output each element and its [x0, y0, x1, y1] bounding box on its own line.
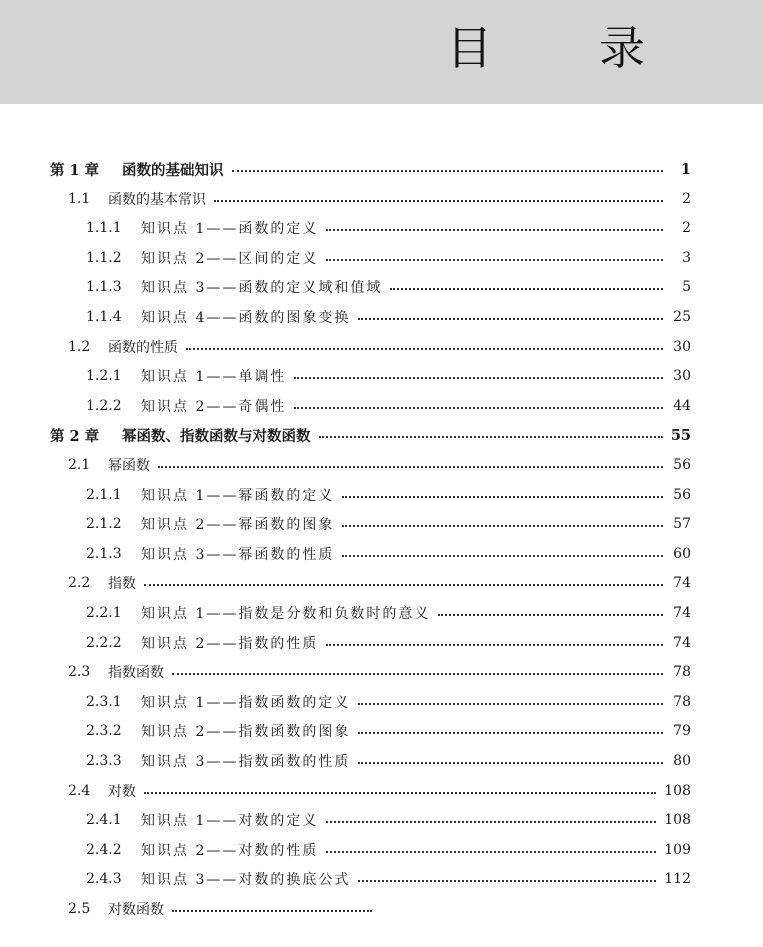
toc-entry-title: 知识点 1——指数是分数和负数时的意义 — [141, 606, 431, 622]
toc-entry-page: 25 — [673, 309, 691, 325]
toc-entry-title: 知识点 3——指数函数的性质 — [141, 754, 351, 770]
toc-entry[interactable] — [86, 215, 691, 241]
toc-entry[interactable] — [68, 452, 691, 478]
dot-leader — [232, 170, 664, 172]
toc-entry-page: 56 — [673, 486, 691, 503]
toc-entry-title: 知识点 1——幂函数的定义 — [141, 487, 335, 504]
toc-entry-title: 知识点 2——指数的性质 — [141, 635, 319, 652]
dot-leader — [144, 584, 663, 586]
page-title: 目 录 — [446, 21, 691, 75]
toc-entry-title: 知识点 1——指数函数的定义 — [141, 694, 351, 711]
dot-leader — [342, 555, 663, 557]
toc-entry-number: 2.1.3 — [86, 545, 122, 562]
dot-leader — [319, 436, 663, 438]
toc-entry[interactable] — [86, 482, 691, 508]
toc-entry[interactable] — [86, 541, 691, 567]
toc-entry-title: 知识点 3——函数的定义域和值域 — [141, 280, 383, 297]
toc-entry[interactable] — [86, 274, 691, 300]
toc-entry-page: 57 — [673, 516, 691, 533]
toc-entry[interactable] — [86, 748, 691, 774]
toc-entry[interactable] — [68, 570, 691, 596]
toc-entry-number: 第 1 章 — [50, 161, 100, 179]
toc-entry-page: 80 — [673, 753, 691, 769]
dot-leader — [358, 880, 656, 882]
toc-entry-number: 2.1.2 — [86, 516, 122, 533]
toc-entry[interactable] — [68, 896, 691, 922]
toc-entry[interactable] — [68, 778, 691, 804]
toc-entry-page: 74 — [673, 605, 691, 621]
toc-entry[interactable] — [68, 186, 691, 212]
toc-entry-number: 2.4.1 — [86, 812, 122, 829]
dot-leader — [358, 762, 663, 764]
toc-entry-page: 5 — [682, 279, 691, 296]
dot-leader — [390, 288, 663, 290]
toc-entry[interactable] — [86, 807, 691, 833]
dot-leader — [326, 821, 656, 823]
toc-entry-page: 2 — [682, 220, 691, 237]
toc-entry[interactable] — [68, 334, 691, 360]
toc-entry-number: 1.1.2 — [86, 249, 122, 266]
toc-entry-title: 知识点 1——对数的定义 — [141, 813, 319, 830]
toc-entry-page: 56 — [673, 457, 691, 473]
toc-entry[interactable] — [86, 511, 691, 537]
toc-entry-page: 60 — [673, 545, 691, 562]
toc-entry-title: 知识点 3——幂函数的性质 — [141, 546, 335, 563]
dot-leader — [186, 348, 663, 350]
dot-leader — [144, 792, 656, 794]
toc-entry[interactable] — [86, 245, 691, 271]
toc-entry[interactable] — [86, 600, 691, 626]
toc-entry-title: 知识点 2——对数的性质 — [141, 842, 319, 859]
toc-entry-number: 2.3.2 — [86, 723, 122, 740]
dot-leader — [214, 200, 663, 202]
dot-leader — [438, 614, 663, 616]
toc-entry-number: 2.4 — [68, 782, 91, 799]
toc-entry[interactable] — [86, 718, 691, 744]
dot-leader — [358, 318, 663, 320]
toc-entry-page: 74 — [673, 575, 691, 592]
toc-entry-page: 30 — [673, 368, 691, 385]
dot-leader — [358, 703, 663, 705]
toc-entry-number: 2.1 — [68, 457, 91, 473]
toc-entry[interactable] — [86, 866, 691, 892]
toc-entry[interactable] — [86, 689, 691, 715]
toc-entry-page: 108 — [664, 812, 691, 829]
toc-entry-page: 3 — [682, 249, 691, 266]
toc-entry-page: 78 — [673, 664, 691, 681]
header-band — [0, 0, 763, 104]
toc-entry-number: 2.2.2 — [86, 634, 122, 651]
toc-entry-title: 对数 — [108, 783, 136, 800]
dot-leader — [326, 229, 663, 231]
dot-leader — [326, 644, 663, 646]
toc-entry-page: 44 — [673, 397, 691, 414]
toc-entry-page: 55 — [670, 426, 691, 444]
toc-entry-page: 112 — [664, 871, 691, 888]
toc-entry-title: 函数的性质 — [108, 339, 178, 356]
toc-entry-number: 2.3.3 — [86, 753, 122, 769]
toc-entry-page: 30 — [673, 338, 691, 355]
toc-entry-number: 2.1.1 — [86, 486, 122, 503]
toc-entry-page: 108 — [664, 782, 691, 799]
toc-entry-page: 78 — [673, 693, 691, 710]
dot-leader — [294, 407, 663, 409]
toc-entry-title: 指数函数 — [108, 665, 164, 682]
toc-entry[interactable] — [86, 837, 691, 863]
toc-entry-page: 79 — [673, 723, 691, 740]
toc-entry-number: 1.2 — [68, 338, 91, 355]
dot-leader — [294, 377, 663, 379]
toc-entry-page: 109 — [664, 841, 691, 858]
toc-entry-number: 2.5 — [68, 901, 91, 917]
toc-entry-title: 幂函数、指数函数与对数函数 — [122, 427, 311, 445]
dot-leader — [158, 466, 663, 468]
toc-entry-number: 1.1 — [68, 190, 91, 207]
toc-entry-title: 对数函数 — [108, 902, 164, 918]
toc-entry[interactable] — [86, 393, 691, 419]
toc-entry[interactable] — [50, 156, 691, 182]
toc-entry[interactable] — [68, 659, 691, 685]
toc-entry-title: 知识点 2——幂函数的图象 — [141, 517, 335, 534]
toc-entry-number: 2.3 — [68, 664, 91, 681]
toc-entry-number: 2.4.3 — [86, 871, 122, 888]
toc-entry-number: 1.1.1 — [86, 220, 122, 237]
toc-entry-title: 知识点 2——区间的定义 — [141, 250, 319, 267]
toc-entry-number: 2.2.1 — [86, 605, 122, 621]
dot-leader — [326, 851, 656, 853]
toc-entry-page: 2 — [682, 190, 691, 207]
toc-entry-title: 指数 — [108, 576, 136, 593]
toc-entry-number: 1.1.4 — [86, 309, 122, 325]
toc-entry-title: 函数的基础知识 — [122, 161, 224, 179]
toc-entry-title: 知识点 1——单调性 — [141, 369, 287, 386]
toc-entry-title: 知识点 1——函数的定义 — [141, 221, 319, 238]
toc-entry[interactable] — [86, 363, 691, 389]
toc-entry-title: 知识点 2——指数函数的图象 — [141, 724, 351, 741]
toc-entry-number: 第 2 章 — [50, 427, 100, 445]
toc-entry-title: 函数的基本常识 — [108, 191, 206, 208]
dot-leader — [342, 496, 663, 498]
toc-entry-title: 知识点 3——对数的换底公式 — [141, 872, 351, 889]
toc-entry-number: 2.3.1 — [86, 693, 122, 710]
toc-entry[interactable] — [50, 422, 691, 448]
toc-entry-title: 知识点 4——函数的图象变换 — [141, 310, 351, 326]
dot-leader — [326, 259, 663, 261]
toc-entry-number: 1.2.1 — [86, 368, 122, 385]
toc-entry[interactable] — [86, 304, 691, 330]
toc-entry-page: 1 — [680, 160, 691, 178]
toc-entry-title: 知识点 2——奇偶性 — [141, 398, 287, 415]
dot-leader — [342, 525, 663, 527]
toc-entry-title: 幂函数 — [108, 458, 150, 474]
toc-entry-number: 2.2 — [68, 575, 91, 592]
dot-leader — [172, 673, 663, 675]
toc-entry-number: 2.4.2 — [86, 841, 122, 858]
dot-leader — [172, 910, 372, 912]
toc-entry-page: 74 — [673, 634, 691, 651]
toc-entry[interactable] — [86, 630, 691, 656]
toc-entry-number: 1.1.3 — [86, 279, 122, 296]
dot-leader — [358, 732, 663, 734]
toc-entry-number: 1.2.2 — [86, 397, 122, 414]
